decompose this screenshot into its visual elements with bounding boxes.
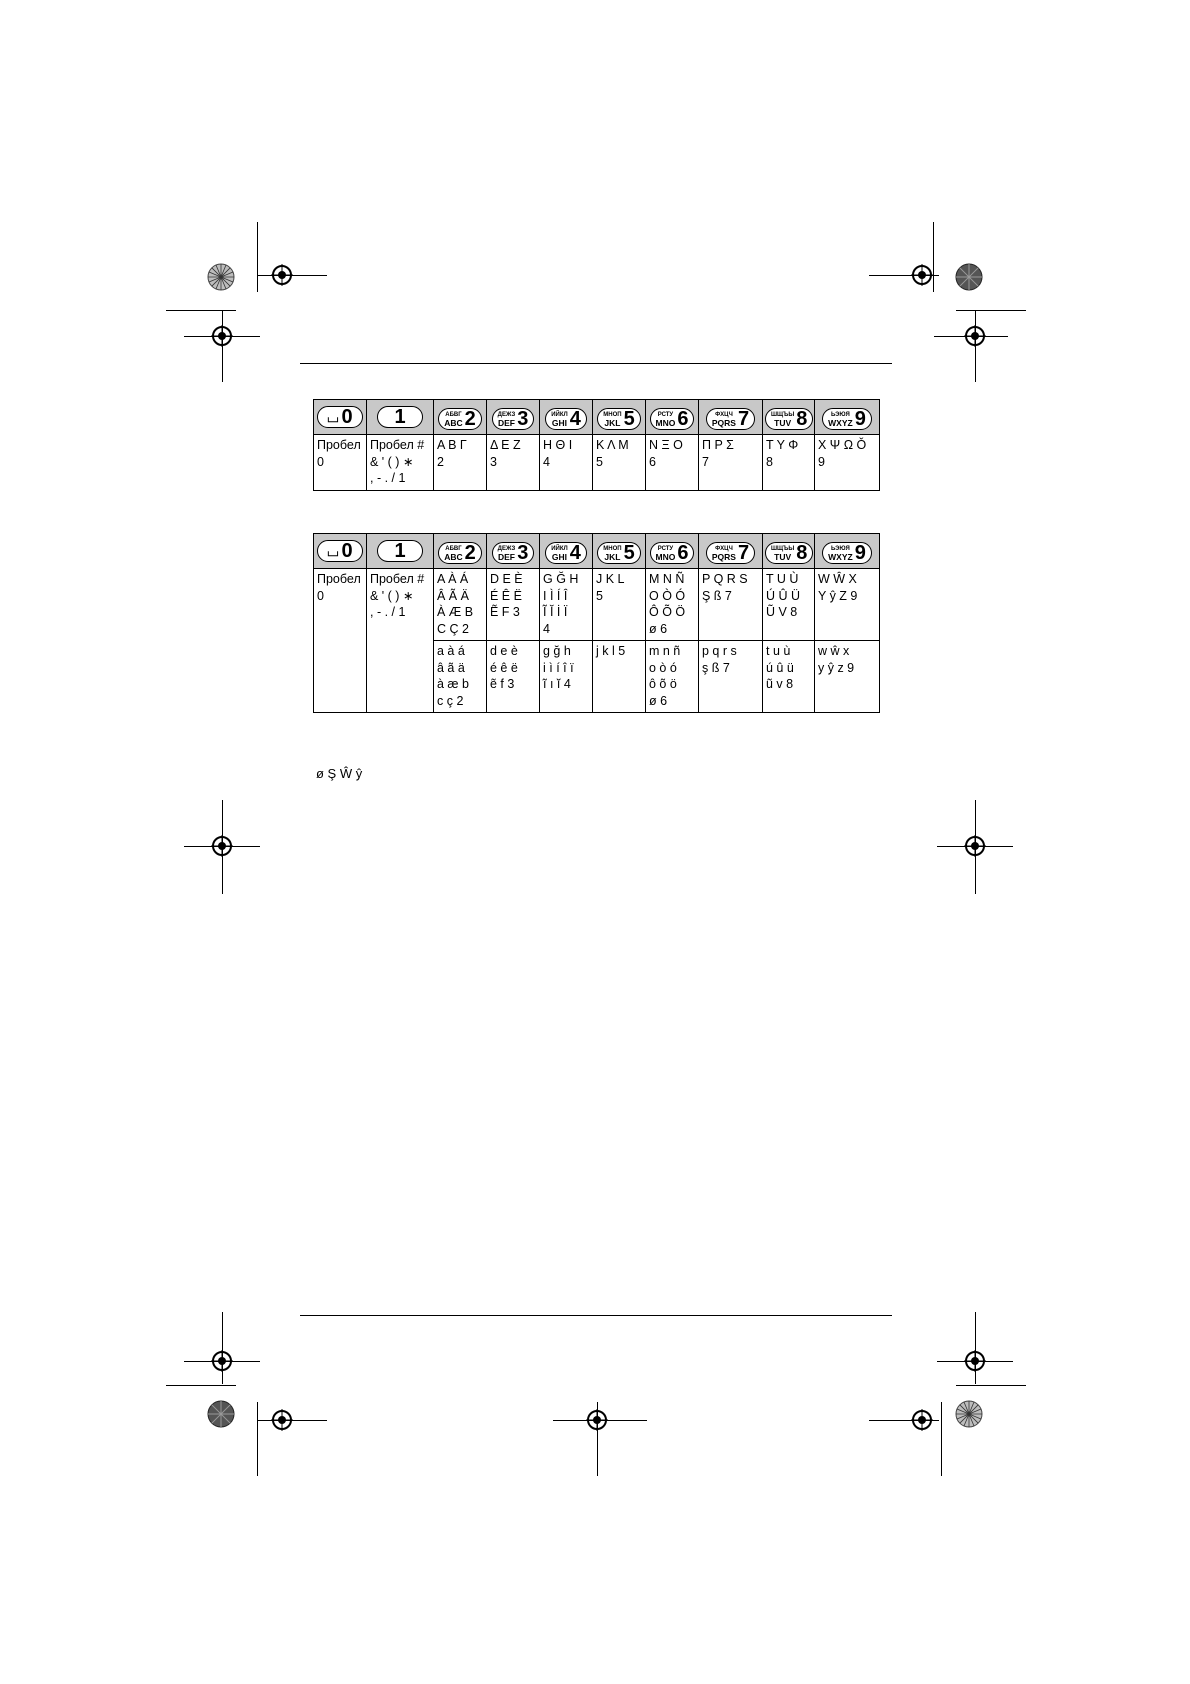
key-6-header xyxy=(646,534,699,569)
latin-character-table xyxy=(313,533,880,713)
key-8-icon: ШЩЪЫ TUV 8 xyxy=(765,542,813,564)
key-8-icon: ШЩЪЫ TUV 8 xyxy=(765,408,813,430)
table-cell: Пробел 0 xyxy=(314,569,367,713)
key-9-icon: ЬЭЮЯ WXYZ 9 xyxy=(822,408,872,430)
key-7-icon: ФХЦЧ PQRS 7 xyxy=(706,542,755,564)
key-9-icon: ЬЭЮЯ WXYZ 9 xyxy=(822,542,872,564)
key-4-icon: ИЙКЛ GHI 4 xyxy=(545,542,587,564)
key-9-header xyxy=(815,400,880,435)
key-7-icon: ФХЦЧ PQRS 7 xyxy=(706,408,755,430)
key-5-icon: МНОП JKL 5 xyxy=(597,542,640,564)
table-cell: W Ŵ X Y ŷ Z 9 xyxy=(815,569,880,641)
table-cell: Χ Ψ Ω Ǒ 9 xyxy=(815,435,880,491)
table-cell: Δ Ε Ζ 3 xyxy=(487,435,540,491)
registration-mark-icon xyxy=(586,1409,608,1431)
key-6-icon: РСТУ MNO 6 xyxy=(650,408,695,430)
table-cell: J K L 5 xyxy=(593,569,646,641)
table-cell: Пробел 0 xyxy=(314,435,367,491)
key-5-header xyxy=(593,534,646,569)
key-4-header xyxy=(540,400,593,435)
registration-mark-icon xyxy=(964,325,986,347)
key-7-header xyxy=(699,534,763,569)
table-cell: D E È É Ê Ë Ẽ F 3 xyxy=(487,569,540,641)
key-9-header xyxy=(815,534,880,569)
key-header-row xyxy=(314,400,880,435)
registration-mark-icon xyxy=(911,264,933,286)
key-8-header xyxy=(763,400,815,435)
color-wheel-icon xyxy=(955,1400,983,1428)
key-0-icon: ⌴ 0 xyxy=(317,406,363,428)
footer-rule xyxy=(300,1315,892,1316)
table-cell: Η Θ Ι 4 xyxy=(540,435,593,491)
table-cell: Пробел # & ' ( ) ∗ , - . / 1 xyxy=(367,435,434,491)
table-cell: G Ğ H I Ì Í Î Ĩ Ĭ İ Ï 4 xyxy=(540,569,593,641)
key-1-icon: 1 xyxy=(377,406,423,428)
registration-mark-icon xyxy=(211,1350,233,1372)
key-3-icon: ДЕЖЗ DEF 3 xyxy=(492,542,535,564)
color-wheel-icon xyxy=(207,1400,235,1428)
key-1-header xyxy=(367,400,434,435)
key-7-header xyxy=(699,400,763,435)
key-2-header xyxy=(434,400,487,435)
table-cell: j k l 5 xyxy=(593,641,646,713)
character-row xyxy=(314,435,880,491)
key-1-icon: 1 xyxy=(377,540,423,562)
table-cell: A À Á Â Ã Ä À Æ B C Ç 2 xyxy=(434,569,487,641)
table-cell: Τ Υ Φ 8 xyxy=(763,435,815,491)
table-cell: Пробел # & ' ( ) ∗ , - . / 1 xyxy=(367,569,434,713)
key-5-header xyxy=(593,400,646,435)
registration-mark-icon xyxy=(271,264,293,286)
key-header-row xyxy=(314,534,880,569)
table-cell: w ŵ x y ŷ z 9 xyxy=(815,641,880,713)
uppercase-row xyxy=(314,569,880,641)
key-2-header xyxy=(434,534,487,569)
registration-mark-icon xyxy=(271,1409,293,1431)
table-cell: T U Ù Ú Û Ü Ũ V 8 xyxy=(763,569,815,641)
table-cell: d e è é ê ë ẽ f 3 xyxy=(487,641,540,713)
key-2-icon: АБВГ ABC 2 xyxy=(438,542,482,564)
table-cell: g ğ h i ì í î ï ĩ ı ĭ 4 xyxy=(540,641,593,713)
key-6-header xyxy=(646,400,699,435)
greek-character-table xyxy=(313,399,880,491)
key-4-icon: ИЙКЛ GHI 4 xyxy=(545,408,587,430)
registration-mark-icon xyxy=(211,835,233,857)
table-cell: M N Ñ O Ò Ó Ô Õ Ö ø 6 xyxy=(646,569,699,641)
table-cell: Π Ρ Σ 7 xyxy=(699,435,763,491)
key-6-icon: РСТУ MNO 6 xyxy=(650,542,695,564)
table-cell: a à á â ã ä à æ b c ç 2 xyxy=(434,641,487,713)
key-3-header xyxy=(487,400,540,435)
color-wheel-icon xyxy=(955,263,983,291)
footnote-characters: ø Ş Ŵ ŷ xyxy=(316,766,363,781)
key-0-header xyxy=(314,400,367,435)
table-cell: P Q R S Ş ß 7 xyxy=(699,569,763,641)
key-0-header xyxy=(314,534,367,569)
header-rule xyxy=(300,363,892,364)
key-3-icon: ДЕЖЗ DEF 3 xyxy=(492,408,535,430)
registration-mark-icon xyxy=(911,1409,933,1431)
key-2-icon: АБВГ ABC 2 xyxy=(438,408,482,430)
key-1-header xyxy=(367,534,434,569)
table-cell: Ν Ξ Ο 6 xyxy=(646,435,699,491)
registration-mark-icon xyxy=(211,325,233,347)
key-5-icon: МНОП JKL 5 xyxy=(597,408,640,430)
key-3-header xyxy=(487,534,540,569)
table-cell: p q r s ş ß 7 xyxy=(699,641,763,713)
key-0-icon: ⌴ 0 xyxy=(317,540,363,562)
key-4-header xyxy=(540,534,593,569)
table-cell: t u ù ú û ü ũ v 8 xyxy=(763,641,815,713)
registration-mark-icon xyxy=(964,1350,986,1372)
table-cell: m n ñ o ò ó ô õ ö ø 6 xyxy=(646,641,699,713)
registration-mark-icon xyxy=(964,835,986,857)
table-cell: Α Β Γ 2 xyxy=(434,435,487,491)
color-wheel-icon xyxy=(207,263,235,291)
key-8-header xyxy=(763,534,815,569)
table-cell: Κ Λ Μ 5 xyxy=(593,435,646,491)
